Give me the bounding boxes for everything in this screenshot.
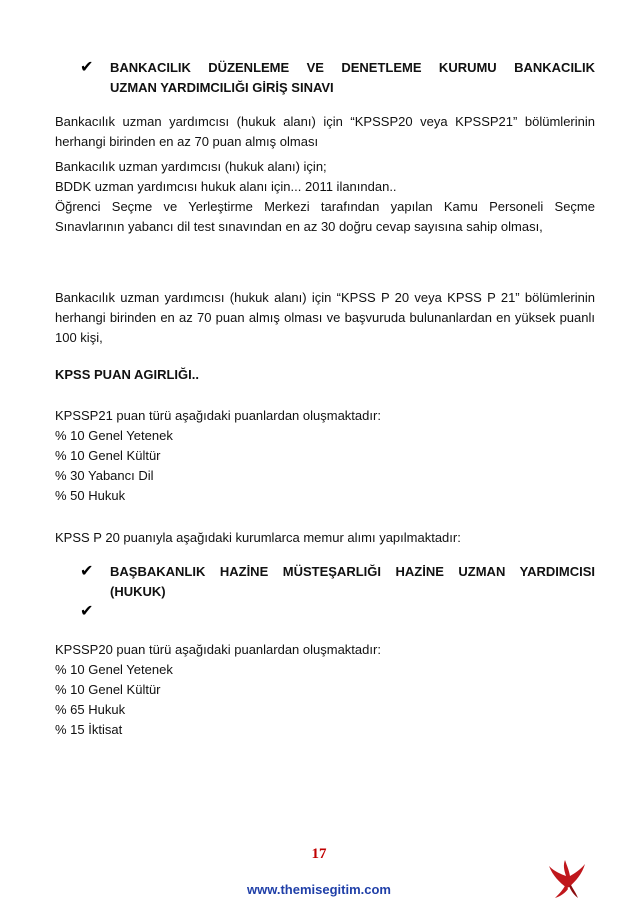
list-item: % 30 Yabancı Dil xyxy=(55,468,154,483)
list-item: % 10 Genel Kültür xyxy=(55,682,161,697)
breakdown-intro: KPSSP21 puan türü aşağıdaki puanlardan oluşmaktadır: xyxy=(55,408,381,423)
checklist-item-bddk xyxy=(80,58,595,98)
paragraph-kpssp20-kpssp21: Bankacılık uzman yardımcısı (hukuk alanı) için “KPSSP20 veya KPSSP21” bölümlerinin herhangi birinden en az 70 puan almış olması xyxy=(55,114,595,149)
paragraph-requirements xyxy=(55,157,595,237)
paragraph-line: Bankacılık uzman yardımcısı (hukuk alanı) için; xyxy=(55,159,327,174)
footer-link[interactable]: www.themisegitim.com xyxy=(247,882,391,897)
checklist-item-hazine xyxy=(80,562,595,602)
list-item: % 10 Genel Kültür xyxy=(55,448,161,463)
paragraph-line: BDDK uzman yardımcısı hukuk alanı için... 2011 ilanından.. xyxy=(55,179,397,194)
list-item: % 10 Genel Yetenek xyxy=(55,428,173,443)
kpssp21-breakdown xyxy=(55,406,595,506)
section-heading: KPSS PUAN AGIRLIĞI.. xyxy=(55,367,199,382)
checklist-item-line: BAŞBAKANLIK HAZİNE MÜSTEŞARLIĞI HAZİNE UZMAN YARDIMCISI xyxy=(110,564,595,579)
page-number: 17 xyxy=(311,846,327,862)
list-item: % 65 Hukuk xyxy=(55,702,126,717)
kpssp20-breakdown xyxy=(55,640,595,740)
paragraph-text: Öğrenci Seçme ve Yerleştirme Merkezi tarafından yapılan Kamu Personeli Seçme Sınavlarının yabancı dil test sınavından en az 30 doğru cevap sayısına sahip olması, xyxy=(55,199,595,234)
breakdown-intro: KPSSP20 puan türü aşağıdaki puanlardan oluşmaktadır: xyxy=(55,642,381,657)
check-mark-icon: ✔ xyxy=(80,603,94,620)
institutions-intro: KPSS P 20 puanıyla aşağıdaki kurumlarca memur alımı yapılmaktadır: xyxy=(55,530,461,545)
list-item: % 10 Genel Yetenek xyxy=(55,662,173,677)
checklist-item-line: UZMAN YARDIMCILIĞI GİRİŞ SINAVI xyxy=(110,80,334,95)
check-mark-icon: ✔ xyxy=(80,563,94,580)
check-mark-icon: ✔ xyxy=(80,59,94,76)
checklist-item-line: (HUKUK) xyxy=(110,584,166,599)
checklist-item-line: BANKACILIK DÜZENLEME VE DENETLEME KURUMU BANKACILIK xyxy=(110,60,595,75)
list-item: % 50 Hukuk xyxy=(55,488,126,503)
list-item: % 15 İktisat xyxy=(55,722,123,737)
paragraph-kpss-p20-p21: Bankacılık uzman yardımcısı (hukuk alanı) için “KPSS P 20 veya KPSS P 21” bölümlerinin herhangi birinden en az 70 puan almış olması ve başvuruda bulunanlardan en yüksek puanlı 100 kişi, xyxy=(55,290,595,345)
